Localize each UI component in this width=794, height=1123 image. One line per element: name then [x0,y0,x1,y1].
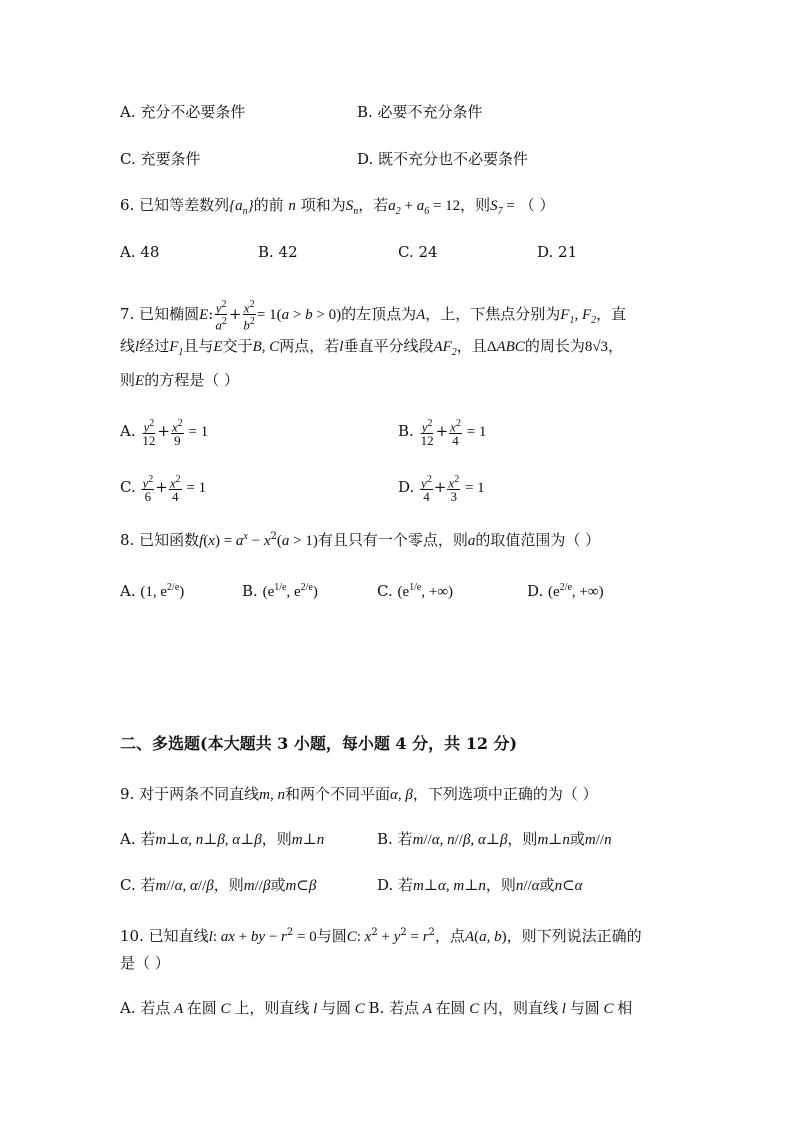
q10-stem-line1: 10. 已知直线l: ax + by − $r^2 = 0$与圆C: $x^2 + y^2 = r^2$，点A(a, b)，则下列说法正确的 [120,927,642,945]
q5-option-b: B. 必要不充分条件 [357,103,483,121]
q9-stem: 9. 对于两条不同直线m, n和两个不同平面α, β，下列选项中正确的为（ ） [120,785,598,803]
question-number: 7. [120,304,135,323]
q6-stem: 6. 已知等差数列$\{a_n\}$的前 n 项和为$S_n$，若$a_2 + a_6 = 12$，则$S_7$ = （ ） [120,196,555,217]
q9-option-d: D. 若m⊥α, m⊥n，则n//α或n⊂α [377,876,583,894]
q5-option-c: C. 充要条件 [120,150,201,168]
q6-option-d: D. 21 [537,243,578,261]
q7-stem-line1: 7. 已知椭圆E: $\frac{y^2}{a^2}$ + $\frac{x^2}{b^2}$ = 1(a > b > 0)的左顶点为A，上，下焦点分别为$F_1$, $F_2$，直 [120,299,627,333]
q8-option-a: A. (1, $e^{2/e}$) [120,582,185,600]
q9-option-b: B. 若m//α, n//β, α⊥β，则m⊥n或m//n [377,830,612,848]
q7-option-a: A. $\frac{y^2}{12}$ + $\frac{x^2}{9}$ = 1 [120,417,209,449]
question-number: 9. [120,785,135,803]
q7-option-d: D. $\frac{y^2}{4}$ + $\frac{x^2}{3}$ = 1 [398,473,485,505]
q7-stem-line2: 线l经过$F_1$且与E交于B, C两点，若l垂直平分线段$AF_2$，且ΔABC的周长为8√3， [120,337,624,358]
q8-stem: 8. 已知函数$f(x) = a^x - x^2(a > 1)$有且只有一个零点，则a的取值范围为（ ） [120,531,601,549]
question-number: 6. [120,196,135,214]
q7-option-c: C. $\frac{y^2}{6}$ + $\frac{x^2}{4}$ = 1 [120,473,207,505]
q9-option-c: C. 若m//α, α//β，则m//β或m⊂β [120,876,317,894]
q8-option-b: B. ($e^{1/e}$, $e^{2/e}$) [242,582,318,600]
q7-option-b: B. $\frac{y^2}{12}$ + $\frac{x^2}{4}$ = 1 [398,417,487,449]
q5-option-d: D. 既不充分也不必要条件 [357,150,529,168]
q9-option-a: A. 若m⊥α, n⊥β, α⊥β，则m⊥n [120,830,325,848]
q5-option-a: A. 充分不必要条件 [120,103,246,121]
q6-option-b: B. 42 [258,243,298,261]
q7-stem-line3: 则E的方程是（ ） [120,371,239,389]
q8-option-d: D. ($e^{2/e}$, +∞) [527,582,604,600]
q10-stem-line2: 是（ ） [120,954,170,972]
question-number: 8. [120,531,135,549]
section-heading: 二、多选题(本大题共 3 小题，每小题 4 分，共 12 分) [120,734,518,753]
q10-options-line: A. 若点 A 在圆 C 上，则直线 l 与圆 C B. 若点 A 在圆 C 内，则直线 l 与圆 C 相 [120,999,633,1017]
q6-option-a: A. 48 [120,243,160,261]
q8-option-c: C. ($e^{1/e}$, +∞) [377,582,454,600]
q6-option-c: C. 24 [398,243,438,261]
question-number: 10. [120,927,144,945]
